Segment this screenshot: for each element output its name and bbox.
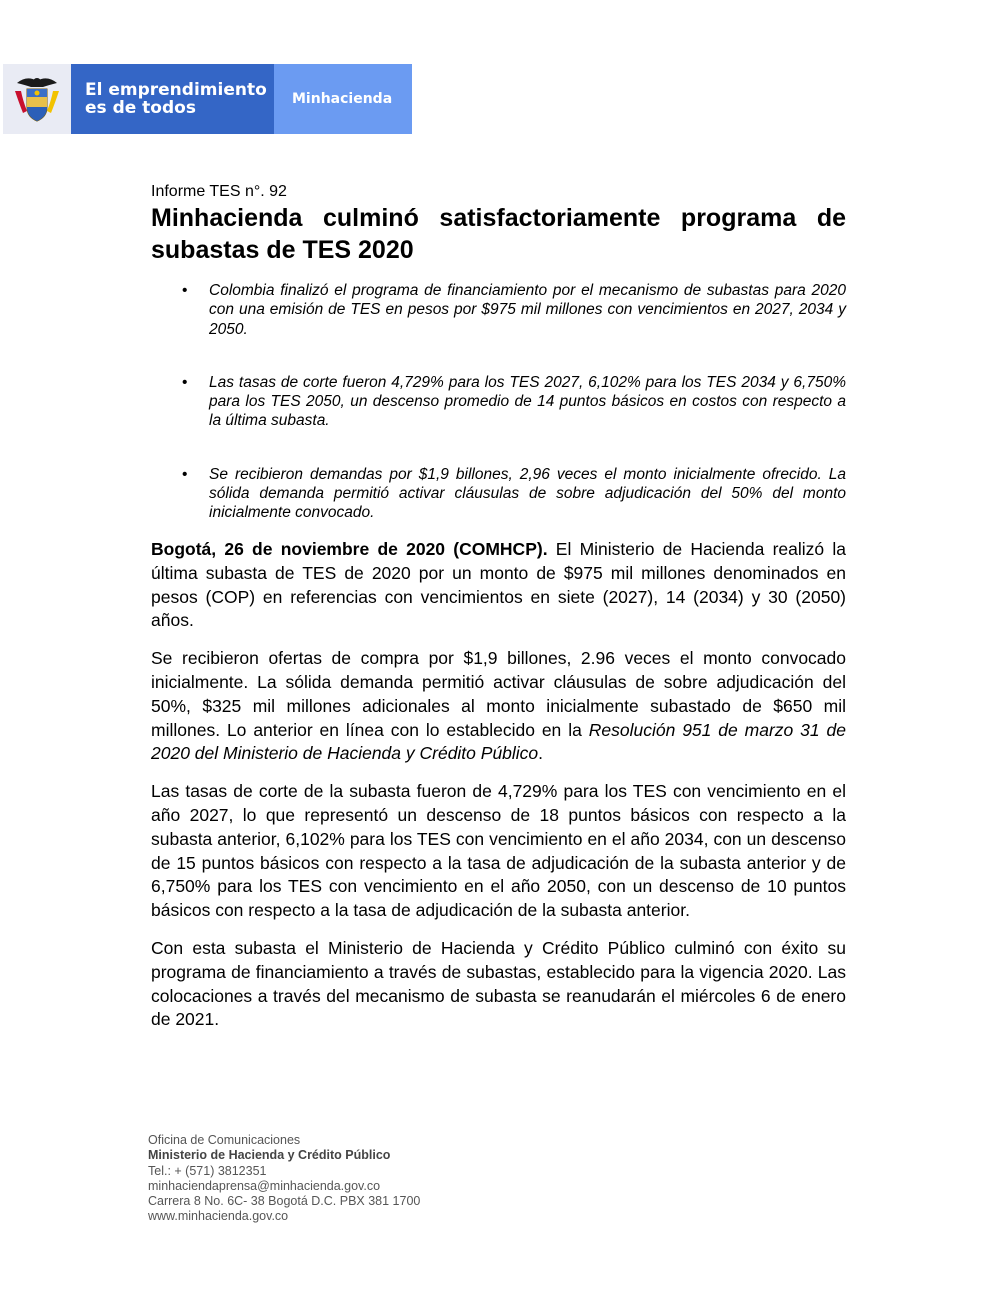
slogan-panel (71, 64, 274, 134)
highlight-text: Colombia finalizó el programa de financiamiento por el mecanismo de subastas para 2020 con una emisión de TES en pesos por $975 mil millones con vencimientos en 2027, 2034 y 2050. (209, 282, 846, 338)
highlight-item (151, 465, 846, 523)
paragraph-2 (151, 647, 846, 766)
contact-footer (148, 1133, 420, 1225)
highlights-list (151, 281, 846, 523)
colombia-coat-of-arms-icon (13, 73, 61, 125)
brand-name: Minhacienda (292, 91, 393, 107)
highlight-item (151, 281, 846, 339)
footer-ministry: Ministerio de Hacienda y Crédito Público (148, 1148, 391, 1163)
highlight-text: Se recibieron demandas por $1,9 billones, 2,96 veces el monto inicialmente ofrecido. La sólida demanda permitió activar cláusulas de sobre adjudicación del 50% del monto inicialmente convocado. (209, 465, 846, 522)
slogan-line-2: es de todos (85, 98, 196, 118)
footer-office: Oficina de Comunicaciones (148, 1133, 301, 1147)
article-body (151, 538, 846, 1046)
report-number: Informe TES n°. 92 (151, 183, 287, 200)
footer-address: Carrera 8 No. 6C- 38 Bogotá D.C. PBX 381 1700 (148, 1194, 421, 1209)
bullet-icon: • (182, 465, 188, 483)
highlight-text: Las tasas de corte fueron 4,729% para los TES 2027, 6,102% para los TES 2034 y 6,750% para los TES 2050, un descenso promedio de 14 puntos básicos en costos con respecto a la última subasta. (209, 373, 846, 430)
brand-panel (274, 64, 412, 134)
page-title: Minhacienda culminó satisfactoriamente programa de subastas de TES 2020 (151, 204, 846, 264)
paragraph-3: Las tasas de corte de la subasta fueron de 4,729% para los TES con vencimiento en el año 2027, lo que representó un descenso de 18 puntos básicos con respecto a la subasta anterior, 6,102% para los TES con vencimiento en el año 2034, con un descenso de 15 puntos básicos con respecto a la tasa de adjudicación de la subasta anterior y de 6,750% para los TES con vencimiento en el año 2050, con un descenso de 10 puntos básicos con respecto a la tasa de adjudicación de la subasta anterior. (151, 781, 846, 921)
header-banner (3, 64, 412, 134)
paragraph-1-text: El Ministerio de Hacienda realizó la última subasta de TES de 2020 por un monto de $975 mil millones denominados en pesos (COP) en referencias con vencimientos en siete (2027), 14 (2034) y 30 (2050) años. (151, 539, 846, 631)
footer-website[interactable]: www.minhacienda.gov.co (148, 1209, 289, 1224)
seal-container (3, 64, 71, 134)
dateline: Bogotá, 26 de noviembre de 2020 (COMHCP). (151, 539, 548, 559)
footer-email[interactable]: minhaciendaprensa@minhacienda.gov.co (148, 1178, 381, 1193)
highlight-item (151, 373, 846, 431)
paragraph-1 (151, 538, 846, 633)
bullet-icon: • (182, 282, 188, 299)
bullet-icon: • (182, 373, 188, 391)
paragraph-2-text: Se recibieron ofertas de compra por $1,9 billones, 2.96 veces el monto convocado inicialmente. La sólida demanda permitió activar cláusulas de sobre adjudicación del 50%, $325 mil millones adicionales al monto inicialmente subastado de $650 mil millones. Lo anterior en línea con lo establecido en la (151, 648, 846, 740)
paragraph-2-end: . (538, 743, 544, 764)
slogan-line-1: El emprendimiento (85, 80, 267, 100)
resolution-reference: Resolución 951 de marzo 31 de 2020 del Ministerio de Hacienda y Crédito Público (151, 719, 847, 764)
paragraph-4: Con esta subasta el Ministerio de Hacienda y Crédito Público culminó con éxito su programa de financiamiento a través de subastas, establecido para la vigencia 2020. Las colocaciones a través del mecanismo de subasta se reanudarán el miércoles 6 de enero de 2021. (151, 937, 846, 1030)
footer-phone: Tel.: + (571) 3812351 (148, 1163, 267, 1178)
